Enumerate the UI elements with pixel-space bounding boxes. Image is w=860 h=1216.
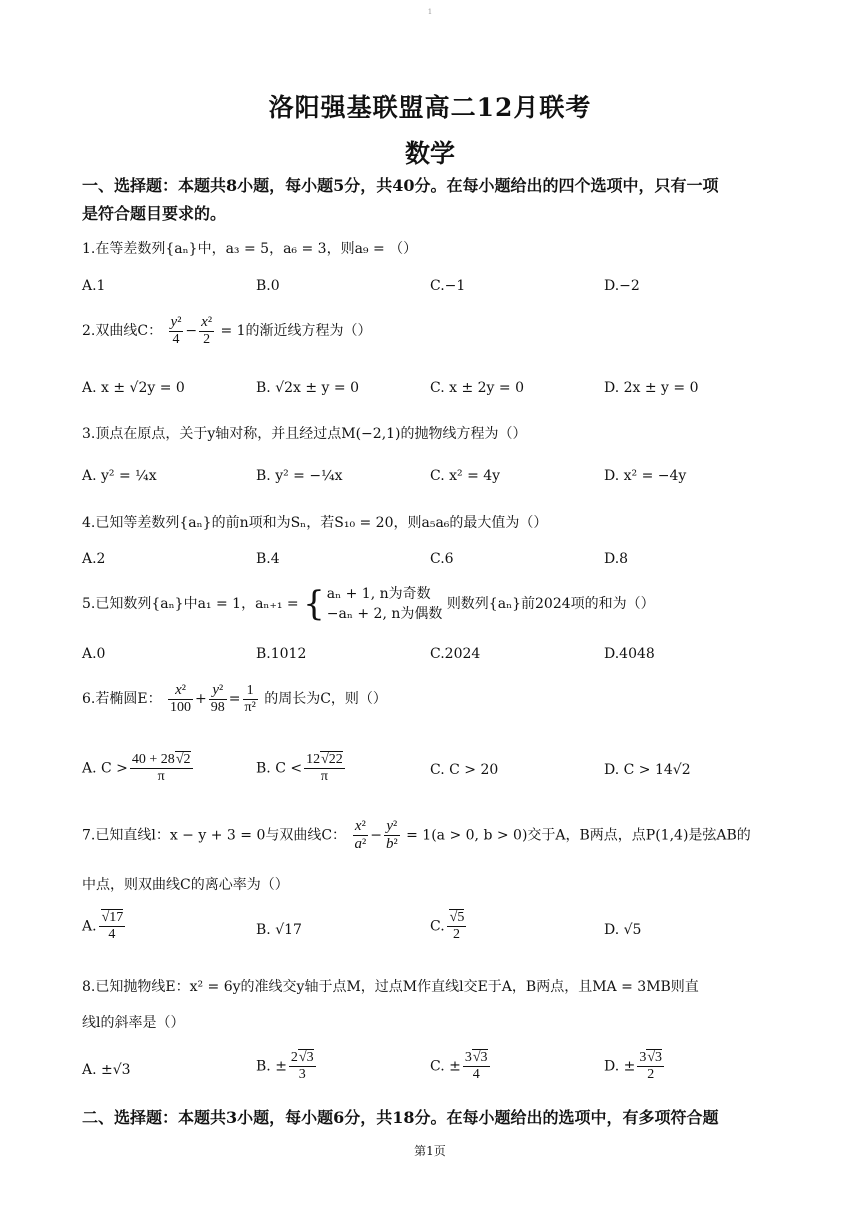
- question-4: 4.已知等差数列{aₙ}的前n项和为Sₙ，若S₁₀ = 20，则a₅a₆的最大值为（）: [82, 515, 548, 531]
- option-c: C. C > 20: [430, 762, 499, 778]
- fraction: $\frac{2√3}{3}$: [290, 1050, 314, 1082]
- question-8-options: [82, 1050, 782, 1096]
- fraction: $\frac{√5}{2}$: [447, 910, 467, 943]
- option-a: A. ±√3: [82, 1062, 131, 1078]
- option-b: B. ± $\frac{2√3}{3}$: [256, 1050, 314, 1082]
- question-8: 8.已知抛物线E：x² = 6y的准线交y轴于点M，过点M作直线l交E于A，B两点，且MA = 3MB则直: [82, 979, 699, 995]
- fraction: $\frac{\text{y²}}{\text{b²}}$: [385, 818, 398, 852]
- section-2-heading: 二、选择题：本题共3小题，每小题6分，共18分。在每小题给出的选项中，有多项符合题: [82, 1108, 719, 1127]
- section-1-heading: 一、选择题：本题共8小题，每小题5分，共40分。在每小题给出的四个选项中，只有一项 是符合题目要求的。: [82, 176, 719, 223]
- option-d: D.−2: [604, 278, 640, 294]
- option-b: B. √17: [256, 922, 302, 938]
- option-c: C.2024: [430, 646, 481, 662]
- option-a: A. $\frac{√17}{4}$: [82, 910, 124, 942]
- question-1-options: [82, 278, 782, 308]
- question-5-options: [82, 646, 782, 676]
- fraction: $\frac{\text{y²}}{98}$: [210, 682, 225, 715]
- question-4-options: [82, 551, 782, 581]
- fraction: $\frac{\text{y²}}{4}$: [170, 314, 182, 347]
- option-a: A.1: [82, 278, 106, 294]
- option-a: A. C > $\frac{40 + 28√2}{\pi}$: [82, 752, 191, 784]
- brace: {: [303, 584, 325, 624]
- page-footer: 第1页: [414, 1144, 446, 1158]
- option-b: B. C < $\frac{12√22}{\pi}$: [256, 752, 343, 784]
- option-a: A.2: [82, 551, 106, 567]
- option-c: C. x ± 2y = 0: [430, 380, 524, 396]
- option-a: A.0: [82, 646, 106, 662]
- question-6: 6.若椭圆E： $\frac{\text{x²}}{100}$ + $\frac{\text{y²}}{98}$ = $\frac{1}{\text{π²}}$ 的周长为C，则（）: [82, 682, 387, 715]
- question-3: 3.顶点在原点，关于y轴对称，并且经过点M(−2,1)的抛物线方程为（）: [82, 426, 527, 442]
- option-b: B. y² = −¼x: [256, 468, 343, 484]
- question-1: 1.在等差数列{aₙ}中，a₃ = 5，a₆ = 3，则a₉ = （）: [82, 241, 418, 257]
- piecewise-cases: aₙ + 1, n为奇数 −aₙ + 2, n为偶数: [326, 586, 443, 622]
- option-d: D.4048: [604, 646, 655, 662]
- option-d: D. 2x ± y = 0: [604, 380, 699, 396]
- option-d: D. √5: [604, 922, 642, 938]
- subject-title: 数学: [404, 139, 455, 168]
- fraction: $\frac{√17}{4}$: [99, 910, 126, 943]
- option-b: B.1012: [256, 646, 307, 662]
- option-c: C. $\frac{√5}{2}$: [430, 910, 465, 942]
- fraction: $\frac{40 + 28√2}{\pi}$: [131, 752, 191, 784]
- page-title: 洛阳强基联盟高二12月联考: [268, 93, 592, 122]
- question-8-line-2: 线l的斜率是（）: [82, 1015, 185, 1031]
- option-c: C. x² = 4y: [430, 468, 501, 484]
- option-b: B.0: [256, 278, 280, 294]
- fraction: $\frac{\text{x²}}{\text{a²}}$: [354, 818, 367, 852]
- fraction: $\frac{3√3}{4}$: [464, 1050, 488, 1082]
- question-7-line-2: 中点，则双曲线C的离心率为（）: [82, 877, 289, 893]
- question-7: 7.已知直线l：x − y + 3 = 0与双曲线C： $\frac{\text{x²}}{\text{a²}}$ − $\frac{\text{y²}}{\text{b²}}$ = 1(a > 0, b > 0)交于A，B两点，点P(1,4)是弦AB的: [82, 818, 751, 852]
- question-6-options: [82, 752, 782, 796]
- option-d: D. C > 14√2: [604, 762, 691, 778]
- option-b: B.4: [256, 551, 280, 567]
- question-3-options: [82, 468, 782, 498]
- fraction: $\frac{1}{\text{π²}}$: [244, 682, 256, 715]
- fraction: $\frac{12√22}{\pi}$: [306, 752, 343, 784]
- fraction: $\frac{3√3}{2}$: [639, 1050, 663, 1082]
- fraction: $\frac{\text{x²}}{2}$: [201, 314, 213, 347]
- option-d: D. ± $\frac{3√3}{2}$: [604, 1050, 663, 1082]
- question-2: 2.双曲线C： $\frac{\text{y²}}{4}$ − $\frac{\text{x²}}{2}$ = 1的渐近线方程为（）: [82, 314, 372, 347]
- option-d: D.8: [604, 551, 629, 567]
- question-5: 5.已知数列{aₙ}中a₁ = 1，aₙ₊₁ = { aₙ + 1, n为奇数 −aₙ + 2, n为偶数 则数列{aₙ}前2024项的和为（）: [82, 584, 655, 624]
- option-c: C. ± $\frac{3√3}{4}$: [430, 1050, 488, 1082]
- question-7-options: [82, 910, 782, 956]
- question-2-options: [82, 380, 782, 410]
- option-c: C.−1: [430, 278, 466, 294]
- header-mark: 1: [427, 8, 433, 16]
- option-b: B. √2x ± y = 0: [256, 380, 359, 396]
- option-d: D. x² = −4y: [604, 468, 687, 484]
- fraction: $\frac{\text{x²}}{100}$: [170, 682, 192, 715]
- option-a: A. x ± √2y = 0: [82, 380, 185, 396]
- option-a: A. y² = ¼x: [82, 468, 157, 484]
- option-c: C.6: [430, 551, 454, 567]
